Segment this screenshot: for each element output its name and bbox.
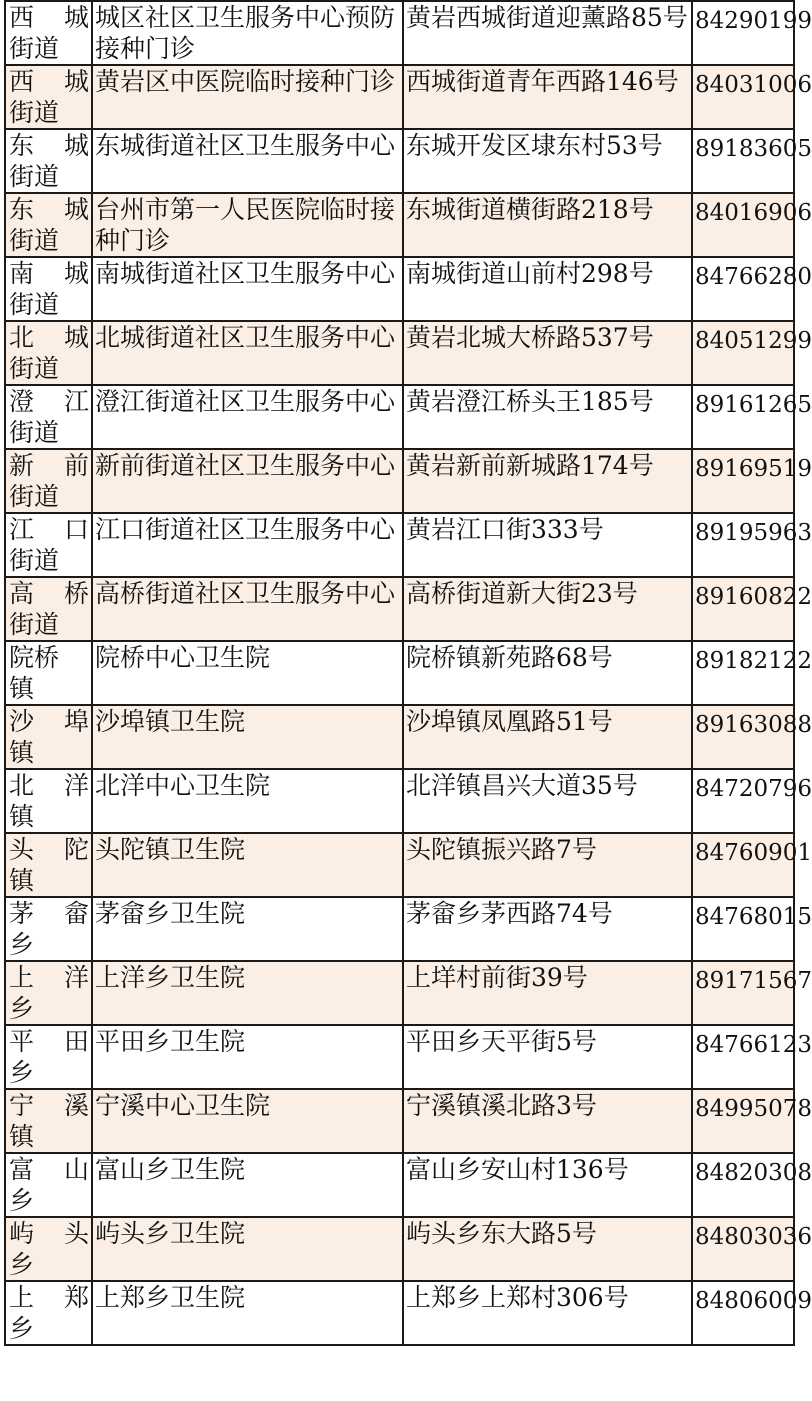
town-char-2: 城	[63, 323, 89, 352]
town-char-2: 头	[63, 1219, 89, 1248]
town-line-1	[9, 770, 89, 801]
town-char-1: 沙	[9, 707, 35, 736]
town-cell	[5, 961, 92, 1025]
clinic-name-cell: 富山乡卫生院	[92, 1153, 403, 1217]
table-row	[5, 705, 794, 769]
clinic-name-cell: 城区社区卫生服务中心预防接种门诊	[92, 1, 403, 65]
table-row	[5, 193, 794, 257]
town-cell	[5, 769, 92, 833]
phone-cell: 84820308	[692, 1153, 794, 1217]
phone-cell: 89169519	[692, 449, 794, 513]
town-cell	[5, 897, 92, 961]
clinic-name-cell: 上洋乡卫生院	[92, 961, 403, 1025]
table-row	[5, 1025, 794, 1089]
town-line-2: 乡	[9, 930, 35, 959]
town-char-1: 富	[9, 1155, 35, 1184]
address-cell: 沙埠镇凤凰路51号	[403, 705, 692, 769]
address-cell: 院桥镇新苑路68号	[403, 641, 692, 705]
town-line-2: 镇	[9, 802, 35, 831]
town-line-1	[9, 962, 89, 993]
table-row	[5, 65, 794, 129]
phone-cell: 89195963	[692, 513, 794, 577]
table-row	[5, 321, 794, 385]
address-cell: 高桥街道新大街23号	[403, 577, 692, 641]
town-line-1	[9, 450, 89, 481]
phone-cell: 84031006	[692, 65, 794, 129]
town-char-2: 山	[63, 1155, 89, 1184]
address-cell: 西城街道青年西路146号	[403, 65, 692, 129]
clinic-name-cell: 澄江街道社区卫生服务中心	[92, 385, 403, 449]
town-line-1	[9, 898, 89, 929]
town-cell	[5, 449, 92, 513]
clinic-name-cell: 黄岩区中医院临时接种门诊	[92, 65, 403, 129]
town-char-1: 北	[9, 323, 35, 352]
town-char-2: 溪	[63, 1091, 89, 1120]
town-cell	[5, 193, 92, 257]
town-line-1	[9, 1154, 89, 1185]
town-cell	[5, 641, 92, 705]
town-char-2: 城	[63, 67, 89, 96]
town-line-2: 镇	[9, 1122, 35, 1151]
town-char-2: 郑	[63, 1283, 89, 1312]
clinic-name-cell: 茅畲乡卫生院	[92, 897, 403, 961]
table-row	[5, 641, 794, 705]
town-char-2: 陀	[63, 835, 89, 864]
town-cell	[5, 1089, 92, 1153]
town-line-2: 街道	[9, 34, 60, 63]
clinic-name-cell: 北洋中心卫生院	[92, 769, 403, 833]
clinic-name-cell: 沙埠镇卫生院	[92, 705, 403, 769]
address-cell: 黄岩新前新城路174号	[403, 449, 692, 513]
phone-cell: 84760901	[692, 833, 794, 897]
clinic-name-cell: 平田乡卫生院	[92, 1025, 403, 1089]
town-char-1: 上	[9, 963, 35, 992]
town-cell	[5, 129, 92, 193]
clinic-name-cell: 新前街道社区卫生服务中心	[92, 449, 403, 513]
town-cell	[5, 1153, 92, 1217]
phone-cell: 89182122	[692, 641, 794, 705]
address-cell: 头陀镇振兴路7号	[403, 833, 692, 897]
town-char-1: 院桥	[9, 643, 60, 672]
town-char-2: 城	[63, 131, 89, 160]
phone-cell: 84806009	[692, 1281, 794, 1345]
town-char-1: 茅	[9, 899, 35, 928]
clinic-name-cell: 江口街道社区卫生服务中心	[92, 513, 403, 577]
phone-cell: 84016906	[692, 193, 794, 257]
clinic-name-cell: 台州市第一人民医院临时接种门诊	[92, 193, 403, 257]
town-line-1	[9, 130, 89, 161]
phone-cell: 84995078	[692, 1089, 794, 1153]
table-row	[5, 833, 794, 897]
clinic-name-cell: 北城街道社区卫生服务中心	[92, 321, 403, 385]
town-char-1: 高	[9, 579, 35, 608]
phone-cell: 84290199	[692, 1, 794, 65]
table-row	[5, 1217, 794, 1281]
address-cell: 南城街道山前村298号	[403, 257, 692, 321]
phone-cell: 84051299	[692, 321, 794, 385]
vaccination-clinic-table	[4, 0, 812, 1346]
phone-cell: 84768015	[692, 897, 794, 961]
town-line-1	[9, 258, 89, 289]
town-char-2: 桥	[63, 579, 89, 608]
table-row	[5, 577, 794, 641]
table-row	[5, 1153, 794, 1217]
town-line-1	[9, 578, 89, 609]
town-line-2: 镇	[9, 738, 35, 767]
table-row	[5, 513, 794, 577]
town-cell	[5, 1, 92, 65]
town-line-2: 街道	[9, 354, 60, 383]
table-row	[5, 385, 794, 449]
town-char-1: 江	[9, 515, 35, 544]
table-body	[5, 1, 812, 1345]
address-cell: 北洋镇昌兴大道35号	[403, 769, 692, 833]
clinic-name-cell: 上郑乡卫生院	[92, 1281, 403, 1345]
town-cell	[5, 321, 92, 385]
town-line-2: 街道	[9, 546, 60, 575]
clinic-name-cell: 南城街道社区卫生服务中心	[92, 257, 403, 321]
address-cell: 屿头乡东大路5号	[403, 1217, 692, 1281]
town-line-1	[9, 194, 89, 225]
clinic-name-cell: 屿头乡卫生院	[92, 1217, 403, 1281]
table-row	[5, 769, 794, 833]
town-line-1	[9, 386, 89, 417]
phone-cell: 84803036	[692, 1217, 794, 1281]
town-char-1: 北	[9, 771, 35, 800]
town-cell	[5, 1281, 92, 1345]
address-cell: 上垟村前街39号	[403, 961, 692, 1025]
clinic-name-cell: 头陀镇卫生院	[92, 833, 403, 897]
town-line-1	[9, 1282, 89, 1313]
address-cell: 上郑乡上郑村306号	[403, 1281, 692, 1345]
town-char-2: 城	[63, 3, 89, 32]
town-line-2: 乡	[9, 1314, 35, 1343]
town-char-1: 头	[9, 835, 35, 864]
address-cell: 黄岩江口街333号	[403, 513, 692, 577]
town-cell	[5, 1217, 92, 1281]
address-cell: 平田乡天平街5号	[403, 1025, 692, 1089]
address-cell: 黄岩西城街道迎薰路85号	[403, 1, 692, 65]
town-char-2: 前	[63, 451, 89, 480]
table-row	[5, 129, 794, 193]
town-line-1	[9, 514, 89, 545]
town-char-1: 屿	[9, 1219, 35, 1248]
town-line-1	[9, 1090, 89, 1121]
town-char-1: 西	[9, 67, 35, 96]
table-row	[5, 257, 794, 321]
address-cell: 茅畲乡茅西路74号	[403, 897, 692, 961]
town-char-1: 东	[9, 131, 35, 160]
town-char-2: 口	[63, 515, 89, 544]
town-line-2: 街道	[9, 482, 60, 511]
town-line-2: 镇	[9, 866, 35, 895]
town-cell	[5, 577, 92, 641]
town-char-2: 城	[63, 259, 89, 288]
address-cell: 黄岩澄江桥头王185号	[403, 385, 692, 449]
town-line-2: 乡	[9, 994, 35, 1023]
town-char-2: 洋	[63, 771, 89, 800]
address-cell: 东城开发区埭东村53号	[403, 129, 692, 193]
town-char-2: 城	[63, 195, 89, 224]
address-cell: 宁溪镇溪北路3号	[403, 1089, 692, 1153]
town-cell	[5, 513, 92, 577]
table-row	[5, 449, 794, 513]
town-line-1	[9, 1026, 89, 1057]
phone-cell: 84766280	[692, 257, 794, 321]
phone-cell: 89160822	[692, 577, 794, 641]
town-line-2: 街道	[9, 98, 60, 127]
town-line-1	[9, 706, 89, 737]
table-row	[5, 897, 794, 961]
table-row	[5, 1281, 794, 1345]
town-cell	[5, 833, 92, 897]
phone-cell: 89171567	[692, 961, 794, 1025]
town-line-1	[9, 642, 89, 673]
town-char-2: 田	[63, 1027, 89, 1056]
town-line-1	[9, 2, 89, 33]
clinic-name-cell: 宁溪中心卫生院	[92, 1089, 403, 1153]
phone-cell: 84720796	[692, 769, 794, 833]
town-char-1: 澄	[9, 387, 35, 416]
town-line-2: 街道	[9, 226, 60, 255]
town-cell	[5, 705, 92, 769]
town-char-1: 新	[9, 451, 35, 480]
town-line-2: 街道	[9, 162, 60, 191]
town-char-2: 洋	[63, 963, 89, 992]
phone-cell: 89161265	[692, 385, 794, 449]
clinic-name-cell: 高桥街道社区卫生服务中心	[92, 577, 403, 641]
town-cell	[5, 257, 92, 321]
town-line-2: 镇	[9, 674, 35, 703]
town-line-1	[9, 1218, 89, 1249]
town-line-1	[9, 322, 89, 353]
town-cell	[5, 1025, 92, 1089]
town-char-1: 东	[9, 195, 35, 224]
table-row	[5, 1, 794, 65]
town-line-2: 乡	[9, 1186, 35, 1215]
town-line-2: 街道	[9, 610, 60, 639]
town-line-2: 乡	[9, 1250, 35, 1279]
town-char-2: 畲	[63, 899, 89, 928]
town-cell	[5, 385, 92, 449]
town-line-2: 乡	[9, 1058, 35, 1087]
town-line-1	[9, 66, 89, 97]
address-cell: 富山乡安山村136号	[403, 1153, 692, 1217]
town-char-1: 上	[9, 1283, 35, 1312]
town-line-2: 街道	[9, 418, 60, 447]
address-cell: 黄岩北城大桥路537号	[403, 321, 692, 385]
town-char-2: 江	[63, 387, 89, 416]
phone-cell: 89183605	[692, 129, 794, 193]
town-line-2: 街道	[9, 290, 60, 319]
table-row	[5, 1089, 794, 1153]
town-line-1	[9, 834, 89, 865]
table-row	[5, 961, 794, 1025]
town-cell	[5, 65, 92, 129]
clinic-name-cell: 东城街道社区卫生服务中心	[92, 129, 403, 193]
town-char-1: 南	[9, 259, 35, 288]
town-char-1: 西	[9, 3, 35, 32]
town-char-1: 宁	[9, 1091, 35, 1120]
clinic-name-cell: 院桥中心卫生院	[92, 641, 403, 705]
address-cell: 东城街道横街路218号	[403, 193, 692, 257]
town-char-1: 平	[9, 1027, 35, 1056]
phone-cell: 84766123	[692, 1025, 794, 1089]
town-char-2: 埠	[63, 707, 89, 736]
phone-cell: 89163088	[692, 705, 794, 769]
